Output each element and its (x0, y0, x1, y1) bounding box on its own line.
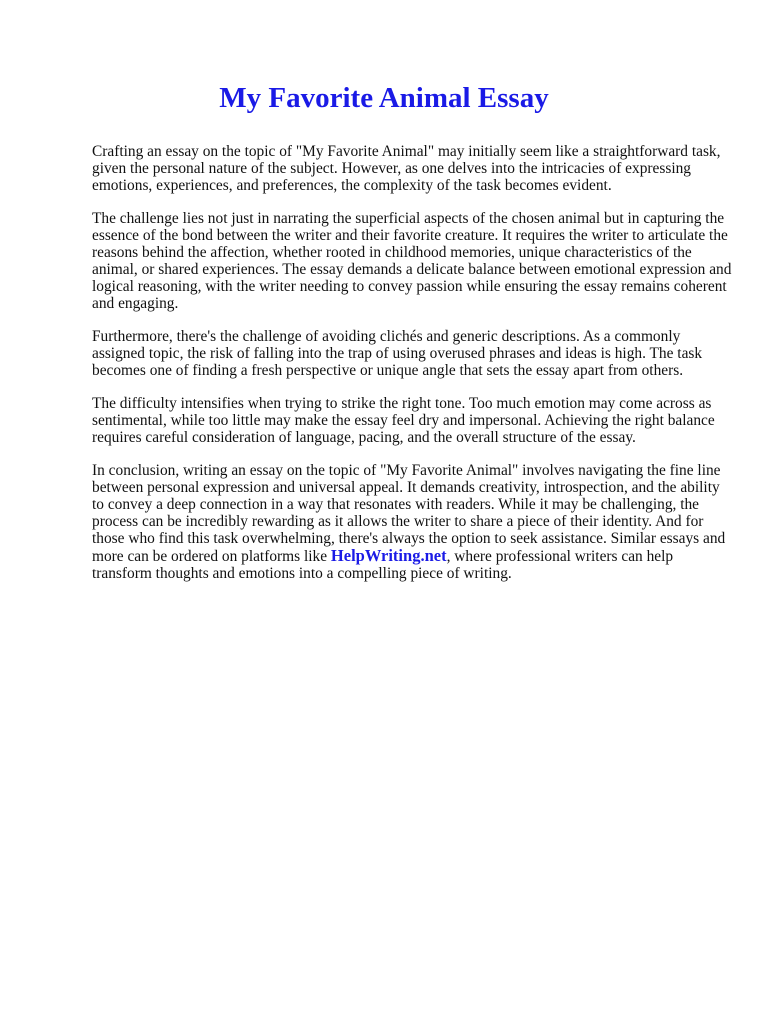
paragraph-3: Furthermore, there's the challenge of avoiding clichés and generic descriptions. As a commonly assigned topic, the risk of falling into the trap of using overused phrases and ideas is high. The task becomes one of finding a fresh perspective or unique angle that sets the essay apart from others. (92, 328, 703, 379)
paragraph-4: The difficulty intensifies when trying to strike the right tone. Too much emotion may come across as sentimental, while too little may make the essay feel dry and impersonal. Achieving the right balance requires careful consideration of language, pacing, and the overall structure of the essay. (92, 395, 715, 446)
conclusion-text-after-link: , where professional writers can help transform thoughts and emotions into a compelling piece of writing. (92, 548, 674, 582)
page-title: My Favorite Animal Essay (219, 82, 549, 114)
paragraph-1: Crafting an essay on the topic of "My Favorite Animal" may initially seem like a straightforward task, given the personal nature of the subject. However, as one delves into the intricacies of expressing emotions, experiences, and preferences, the complexity of the task becomes evident. (92, 143, 721, 194)
essay-body (92, 143, 732, 598)
conclusion-text-before-link: In conclusion, writing an essay on the topic of "My Favorite Animal" involves navigating the fine line between personal expression and universal appeal. It demands creativity, introspection, and the ability to convey a deep connection in a way that resonates with readers. While it may be challenging, the process can be incredibly rewarding as it allows the writer to share a piece of their identity. And for those who find this task overwhelming, there's always the option to seek assistance. Similar essays and more can be ordered on platforms like (92, 462, 726, 565)
paragraph-2: The challenge lies not just in narrating the superficial aspects of the chosen animal but in capturing the essence of the bond between the writer and their favorite creature. It requires the writer to articulate the reasons behind the affection, whether rooted in childhood memories, unique characteristics of the animal, or shared experiences. The essay demands a delicate balance between emotional expression and logical reasoning, with the writer needing to convey passion while ensuring the essay remains coherent and engaging. (92, 210, 732, 312)
paragraph-conclusion (92, 462, 732, 582)
helpwriting-link[interactable]: HelpWriting.net (330, 546, 447, 565)
